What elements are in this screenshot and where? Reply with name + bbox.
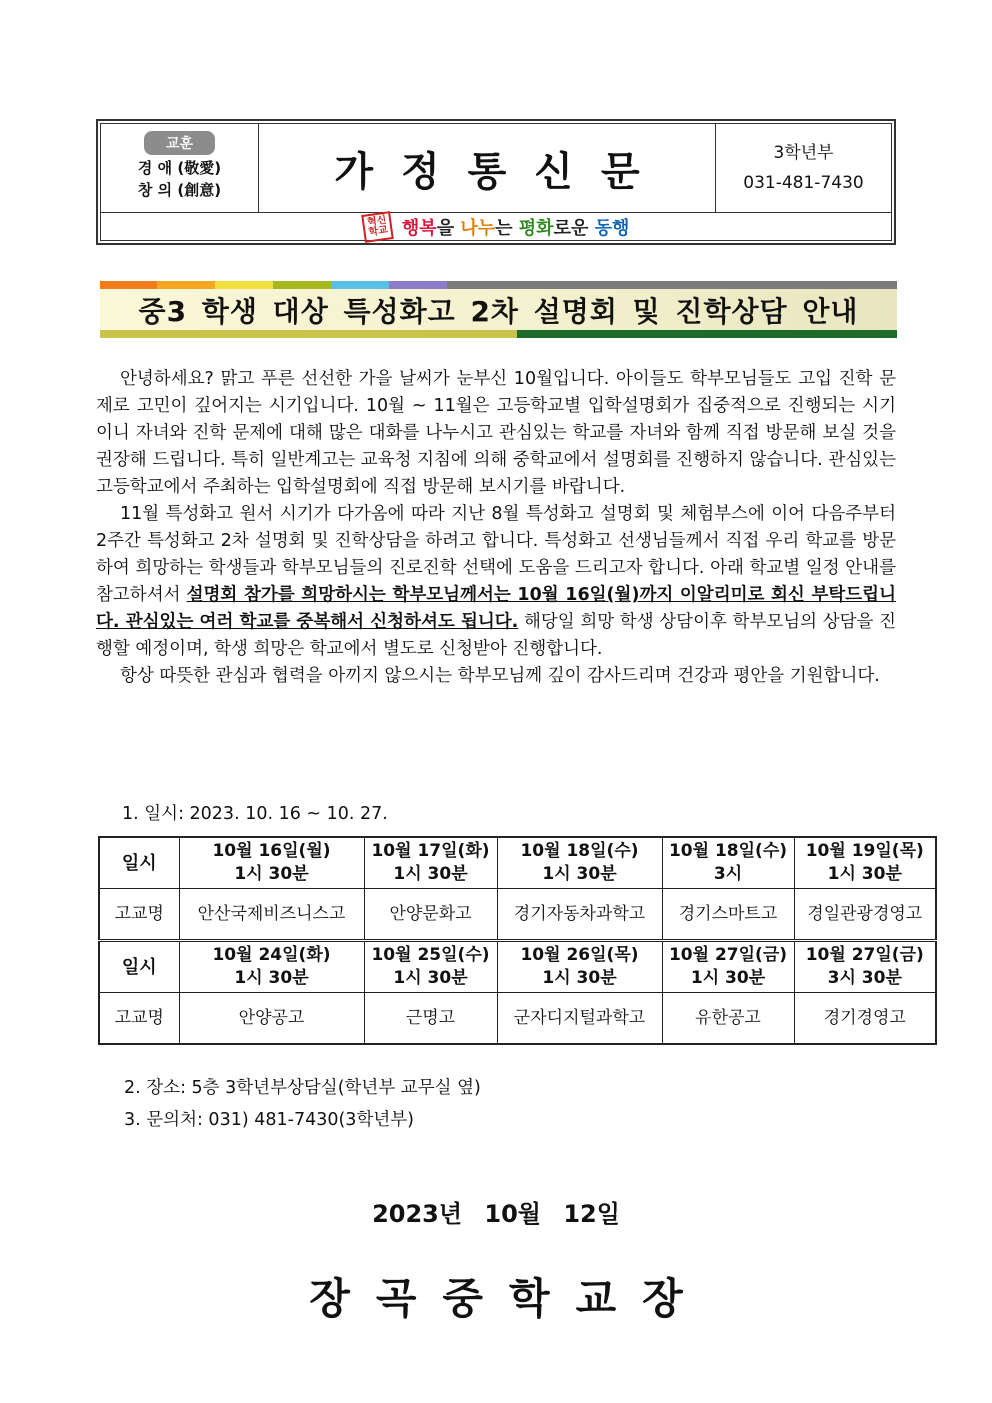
- slogan-row: [101, 212, 891, 240]
- slogan-word: 을: [436, 217, 461, 239]
- dept-contact: [716, 124, 891, 212]
- school-name-cell: 안양공고: [179, 993, 364, 1045]
- slogan-word: 로운: [553, 217, 595, 239]
- schedule-day: 10월 17일(화): [371, 841, 490, 861]
- header-inner: [100, 123, 892, 241]
- header-box: [96, 119, 896, 245]
- schedule-time: 1시 30분: [690, 968, 766, 988]
- date-row-label: 일시: [99, 837, 179, 889]
- contact-info: 3. 문의처: 031) 481-7430(3학년부): [124, 1110, 414, 1130]
- school-row-label: 고교명: [99, 889, 179, 941]
- innovation-school-stamp-icon: [361, 211, 394, 243]
- reply-request-highlight: 설명회 참가를 희망하시는 학부모님께서는 10월 16일(월)까지 이알리미로 회신 부탁드립니다. 관심있는 여러 학교를 중복해서 신청하셔도 됩니다.: [96, 585, 896, 632]
- color-bar-segment: [273, 281, 331, 289]
- stamp-line-2: 학교: [367, 224, 389, 238]
- color-bar-segment: [389, 281, 447, 289]
- color-bar-segment: [331, 281, 389, 289]
- main-title: 중3 학생 대상 특성화고 2차 설명회 및 진학상담 안내: [138, 294, 859, 328]
- schedule-day: 10월 27일(금): [805, 945, 924, 965]
- schedule-day: 10월 16일(월): [212, 841, 331, 861]
- color-bar-segment: [157, 281, 215, 289]
- issue-date: 2023년 10월 12일: [372, 1200, 620, 1228]
- schedule-date-cell: [497, 837, 662, 889]
- schedule-table: [98, 836, 937, 1045]
- schedule-date-row: [99, 941, 936, 993]
- slogan-word: 나누: [460, 217, 496, 239]
- slogan-word: 행복: [401, 217, 437, 239]
- color-bar-segment: [215, 281, 273, 289]
- body-text: [96, 366, 896, 690]
- schedule-school-row: [99, 993, 936, 1045]
- doc-title: 가정통신문: [334, 148, 668, 195]
- schedule-time: 1시 30분: [542, 864, 617, 884]
- body-paragraph-2-b: 해당일 희망 학생 상담이후 학부모님의 상담을 진행할 예정이며, 학생 희망은 학교에서 별도로 신청받아 진행합니다.: [96, 612, 896, 659]
- schedule-day: 10월 24일(화): [212, 945, 331, 965]
- color-bar-segment: [447, 281, 897, 289]
- school-motto: [101, 124, 259, 212]
- school-name-cell: 안양문화고: [364, 889, 497, 941]
- place-info: 2. 장소: 5층 3학년부상담실(학년부 교무실 옆): [124, 1078, 481, 1098]
- stamp-line-1: 혁신: [366, 214, 387, 228]
- motto-line-1: 경 애 (敬愛): [137, 159, 222, 177]
- slogan-word: 는: [495, 217, 519, 239]
- color-bar-segment: [100, 281, 157, 289]
- school-name-cell: 경기자동차과학고: [497, 889, 662, 941]
- schedule-date-cell: [794, 837, 936, 889]
- schedule-time: 1시 30분: [234, 968, 309, 988]
- body-paragraph-3: 항상 따뜻한 관심과 협력을 아끼지 않으시는 학부모님께 깊이 감사드리며 건강과 평안을 기원합니다.: [120, 666, 880, 686]
- schedule-time: 1시 30분: [393, 864, 468, 884]
- schedule-date-cell: [662, 941, 794, 993]
- motto-badge: 교훈: [144, 131, 215, 155]
- schedule-day: 10월 25일(수): [371, 945, 490, 965]
- schedule-time: 3시 30분: [827, 968, 902, 988]
- title-underline-right: [517, 330, 897, 338]
- school-name-cell: 안산국제비즈니스고: [179, 889, 364, 941]
- body-paragraph-2: [96, 501, 896, 663]
- schedule-time: 1시 30분: [827, 864, 902, 884]
- schedule-date-cell: [662, 837, 794, 889]
- school-name-cell: 경기경영고: [794, 993, 936, 1045]
- schedule-time: 1시 30분: [393, 968, 468, 988]
- body-paragraph-1: 안녕하세요? 맑고 푸른 선선한 가을 날씨가 눈부신 10월입니다. 아이들도 학부모님들도 고입 진학 문제로 고민이 깊어지는 시기입니다. 10월 ~ 11월은 고등학교별 입학설명회가 집중적으로 진행되는 시기이니 자녀와 진학 문제에 대해 많은 대화를 나누시고 관심있는 학교를 자녀와 함께 직접 방문해 보실 것을 권장해 드립니다. 특히 일반계고는 교육청 지침에 의해 중학교에서 설명회를 진행하지 않습니다. 관심있는 고등학교에서 주최하는 입학설명회에 직접 방문해 보시기를 바랍니다.: [96, 369, 896, 497]
- schedule-day: 10월 18일(수): [520, 841, 639, 861]
- title-banner: [100, 289, 897, 330]
- schedule-day: 10월 19일(목): [805, 841, 924, 861]
- schedule-school-row: [99, 889, 936, 941]
- schedule-date-cell: [179, 941, 364, 993]
- decorative-color-bar: [100, 281, 897, 289]
- schedule-day: 10월 26일(목): [520, 945, 639, 965]
- body-paragraph-2-a: 11월 특성화고 원서 시기가 다가옴에 따라 지난 8월 특성화고 설명회 및 체험부스에 이어 다음주부터 2주간 특성화고 2차 설명회 및 진학상담을 하려고 합니다. 특성화고 선생님들께서 직접 우리 학교를 방문하여 희망하는 학생들과 학부모님들의 진로진학 선택에 도움을 드리고자 합니다. 아래 학교별 일정 안내를 참고하셔서: [96, 504, 896, 605]
- motto-line-2: 창 의 (創意): [137, 181, 222, 199]
- school-row-label: 고교명: [99, 993, 179, 1045]
- school-name-cell: 경기스마트고: [662, 889, 794, 941]
- schedule-time: 1시 30분: [234, 864, 309, 884]
- schedule-date-cell: [364, 837, 497, 889]
- school-name-cell: 군자디지털과학고: [497, 993, 662, 1045]
- school-name-cell: 유한공고: [662, 993, 794, 1045]
- schedule-date-cell: [179, 837, 364, 889]
- doc-title-cell: [259, 124, 716, 212]
- schedule-date-row: [99, 837, 936, 889]
- dept-name: 3학년부: [773, 143, 834, 163]
- schedule-time: 1시 30분: [542, 968, 617, 988]
- slogan: [402, 214, 629, 240]
- dept-phone: 031-481-7430: [743, 173, 864, 193]
- schedule-date-cell: [364, 941, 497, 993]
- slogan-word: 평화: [518, 217, 554, 239]
- school-name-cell: 경일관광경영고: [794, 889, 936, 941]
- title-underline-left: [100, 330, 517, 338]
- schedule-day: 10월 27일(금): [668, 945, 788, 965]
- schedule-date-cell: [794, 941, 936, 993]
- schedule-day: 10월 18일(수): [668, 841, 788, 861]
- schedule-date-cell: [497, 941, 662, 993]
- slogan-word: 동행: [594, 217, 630, 239]
- schedule-time: 3시: [713, 864, 743, 884]
- school-name-cell: 근명고: [364, 993, 497, 1045]
- date-row-label: 일시: [99, 941, 179, 993]
- principal-signature: 장곡중학교장: [309, 1274, 709, 1323]
- schedule-heading: 1. 일시: 2023. 10. 16 ~ 10. 27.: [122, 804, 388, 824]
